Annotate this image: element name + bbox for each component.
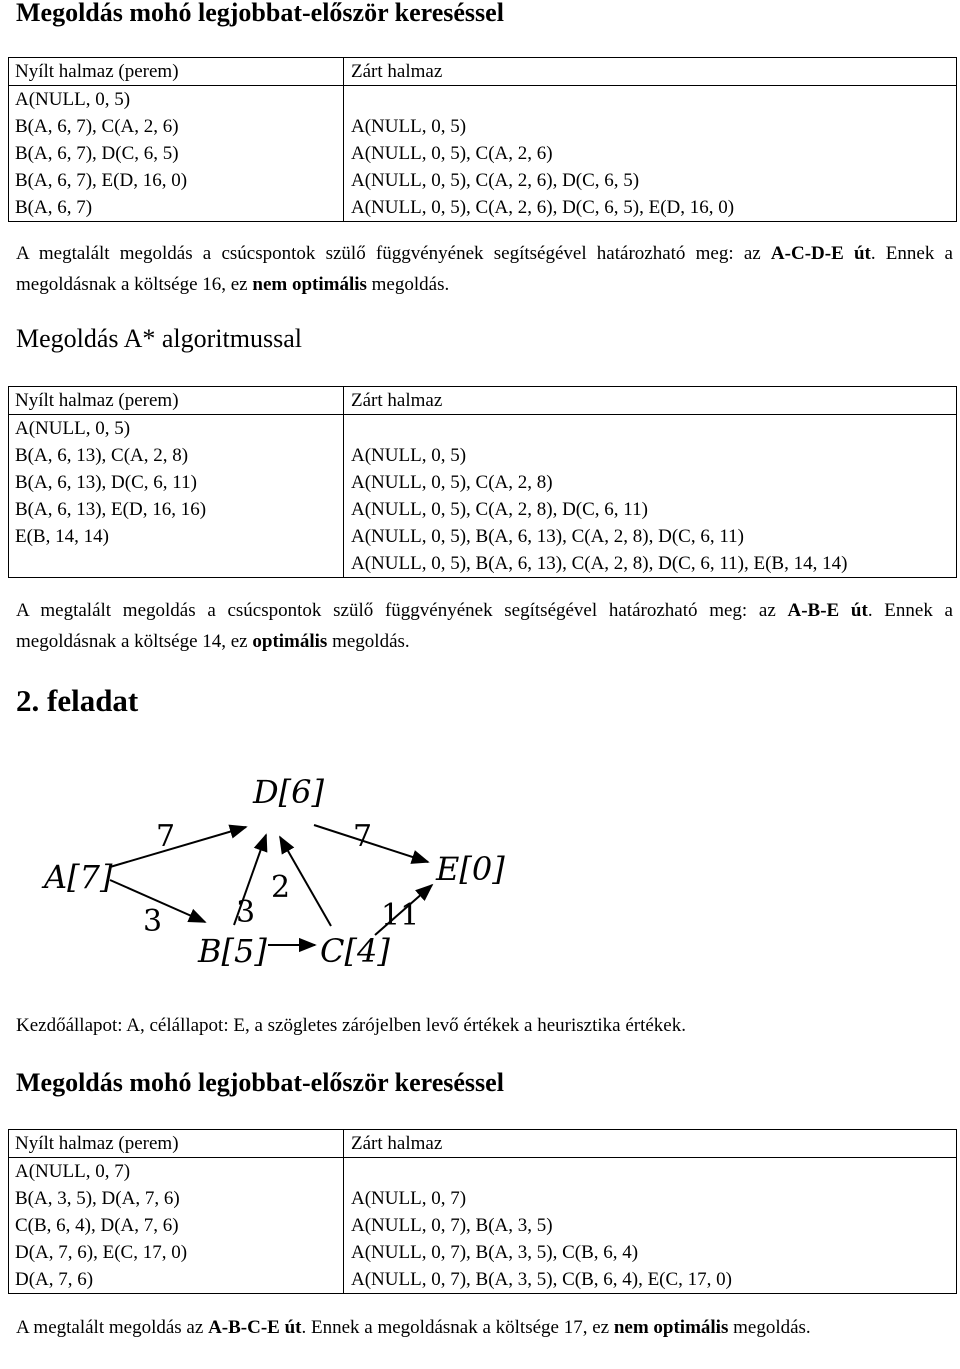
closed-set-cell: A(NULL, 0, 7) xyxy=(344,1185,957,1212)
closed-set-cell: A(NULL, 0, 5), C(A, 2, 6), D(C, 6, 5), E(D, 16, 0) xyxy=(344,194,957,222)
table-row xyxy=(9,496,957,523)
table-row xyxy=(9,550,957,578)
greedy-search-table-2 xyxy=(8,1129,957,1294)
result-text: megoldás. xyxy=(728,1317,811,1338)
result-text: . Ennek a megoldásnak a költsége 16, ez xyxy=(16,243,953,295)
edge-weight-A-B: 3 xyxy=(143,904,163,939)
result-path: A-B-C-E út xyxy=(208,1317,302,1338)
section2-title: Megoldás A* algoritmussal xyxy=(16,324,302,353)
section2-result xyxy=(16,595,953,657)
closed-set-cell: A(NULL, 0, 5), B(A, 6, 13), C(A, 2, 8), D(C, 6, 11), E(B, 14, 14) xyxy=(344,550,957,578)
table-row xyxy=(9,1212,957,1239)
result-text: A megtalált megoldás a csúcspontok szülő függvényének segítségével határozható meg: az xyxy=(16,243,771,264)
header-closed-set: Zárt halmaz xyxy=(344,1130,957,1158)
table-row xyxy=(9,1158,957,1186)
table-row xyxy=(9,523,957,550)
table-row xyxy=(9,113,957,140)
closed-set-cell: A(NULL, 0, 7), B(A, 3, 5), C(B, 6, 4) xyxy=(344,1239,957,1266)
table-row xyxy=(9,415,957,443)
open-set-cell: B(A, 3, 5), D(A, 7, 6) xyxy=(9,1185,344,1212)
table-row xyxy=(9,140,957,167)
greedy-search-table-1 xyxy=(8,57,957,222)
edge-A-D xyxy=(110,827,246,867)
node-B-label: B[5] xyxy=(198,932,267,970)
section1-title: Megoldás mohó legjobbat-először kereséssel xyxy=(16,0,504,27)
open-set-cell: B(A, 6, 7), D(C, 6, 5) xyxy=(9,140,344,167)
header-open-set: Nyílt halmaz (perem) xyxy=(9,58,344,86)
table-row xyxy=(9,167,957,194)
header-closed-set: Zárt halmaz xyxy=(344,387,957,415)
state-graph-diagram xyxy=(0,750,960,990)
open-set-cell: A(NULL, 0, 7) xyxy=(9,1158,344,1186)
header-closed-set: Zárt halmaz xyxy=(344,58,957,86)
open-set-cell: B(A, 6, 13), C(A, 2, 8) xyxy=(9,442,344,469)
closed-set-cell: A(NULL, 0, 5), C(A, 2, 8) xyxy=(344,469,957,496)
node-D-label: D[6] xyxy=(253,773,324,811)
open-set-cell: B(A, 6, 7), C(A, 2, 6) xyxy=(9,113,344,140)
closed-set-cell: A(NULL, 0, 5) xyxy=(344,442,957,469)
table-row xyxy=(9,194,957,222)
closed-set-cell: A(NULL, 0, 7), B(A, 3, 5), C(B, 6, 4), E(C, 17, 0) xyxy=(344,1266,957,1294)
closed-set-cell xyxy=(344,86,957,114)
closed-set-cell: A(NULL, 0, 7), B(A, 3, 5) xyxy=(344,1212,957,1239)
edge-weight-C-E: 11 xyxy=(381,898,420,933)
result-text: . Ennek a megoldásnak a költsége 14, ez xyxy=(16,600,953,652)
header-open-set: Nyílt halmaz (perem) xyxy=(9,387,344,415)
table-header-row xyxy=(9,387,957,415)
table-row xyxy=(9,1266,957,1294)
section1-result xyxy=(16,238,953,300)
open-set-cell: E(B, 14, 14) xyxy=(9,523,344,550)
table-row xyxy=(9,1239,957,1266)
open-set-cell: B(A, 6, 13), D(C, 6, 11) xyxy=(9,469,344,496)
open-set-cell: B(A, 6, 7), E(D, 16, 0) xyxy=(9,167,344,194)
result-path: A-C-D-E út xyxy=(770,243,871,264)
open-set-cell: B(A, 6, 7) xyxy=(9,194,344,222)
section3-title: Megoldás mohó legjobbat-először kereséssel xyxy=(16,1068,504,1097)
result-text: A megtalált megoldás az xyxy=(16,1317,209,1338)
open-set-cell: A(NULL, 0, 5) xyxy=(9,415,344,443)
closed-set-cell: A(NULL, 0, 5), B(A, 6, 13), C(A, 2, 8), D(C, 6, 11) xyxy=(344,523,957,550)
closed-set-cell xyxy=(344,1158,957,1186)
result-text: A megtalált megoldás a csúcspontok szülő függvényének segítségével határozható meg: az xyxy=(16,600,788,621)
edge-weight-D-E: 7 xyxy=(353,819,373,854)
task2-description: Kezdőállapot: A, célállapot: E, a szögletes zárójelben levő értékek a heurisztika értékek. xyxy=(16,1015,686,1036)
closed-set-cell: A(NULL, 0, 5), C(A, 2, 6) xyxy=(344,140,957,167)
result-optimality: nem optimális xyxy=(252,274,367,295)
section3-result xyxy=(16,1312,953,1343)
open-set-cell: B(A, 6, 13), E(D, 16, 16) xyxy=(9,496,344,523)
open-set-cell: C(B, 6, 4), D(A, 7, 6) xyxy=(9,1212,344,1239)
result-optimality: optimális xyxy=(252,631,328,652)
astar-search-table xyxy=(8,386,957,578)
edge-weight-A-D: 7 xyxy=(156,819,176,854)
open-set-cell: A(NULL, 0, 5) xyxy=(9,86,344,114)
closed-set-cell: A(NULL, 0, 5) xyxy=(344,113,957,140)
open-set-cell: D(A, 7, 6), E(C, 17, 0) xyxy=(9,1239,344,1266)
result-text: . Ennek a megoldásnak a költsége 17, ez xyxy=(301,1317,614,1338)
result-optimality: nem optimális xyxy=(613,1317,729,1338)
result-path: A-B-E út xyxy=(787,600,868,621)
node-A-label: A[7] xyxy=(44,858,113,896)
table-header-row xyxy=(9,58,957,86)
header-open-set: Nyílt halmaz (perem) xyxy=(9,1130,344,1158)
table-row xyxy=(9,86,957,114)
node-C-label: C[4] xyxy=(320,932,390,970)
table-row xyxy=(9,469,957,496)
table-row xyxy=(9,1185,957,1212)
table-header-row xyxy=(9,1130,957,1158)
result-text: megoldás. xyxy=(366,274,450,295)
open-set-cell xyxy=(9,550,344,578)
closed-set-cell xyxy=(344,415,957,443)
edge-weight-B-D: 3 xyxy=(236,895,256,930)
node-E-label: E[0] xyxy=(436,850,505,888)
table-row xyxy=(9,442,957,469)
open-set-cell: D(A, 7, 6) xyxy=(9,1266,344,1294)
closed-set-cell: A(NULL, 0, 5), C(A, 2, 8), D(C, 6, 11) xyxy=(344,496,957,523)
result-text: megoldás. xyxy=(327,631,410,652)
edge-weight-C-D: 2 xyxy=(271,870,291,905)
closed-set-cell: A(NULL, 0, 5), C(A, 2, 6), D(C, 6, 5) xyxy=(344,167,957,194)
task2-title: 2. feladat xyxy=(16,683,139,718)
